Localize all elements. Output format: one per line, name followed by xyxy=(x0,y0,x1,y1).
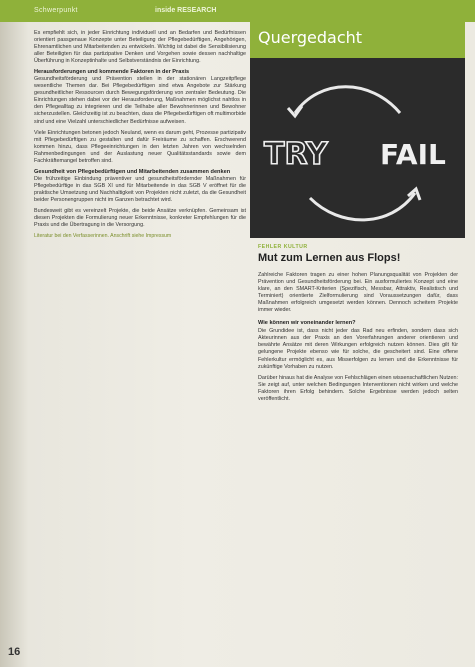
magazine-label: inside RESEARCH xyxy=(155,7,217,14)
quergedacht-box xyxy=(250,22,465,58)
heading-health: Gesundheit von Pflegebedürftigen und Mitarbeitenden zusammen denken xyxy=(34,168,231,175)
try-word: TRY xyxy=(264,137,328,172)
left-column xyxy=(34,30,246,240)
chalkboard-image xyxy=(250,58,465,238)
article-title: Mut zum Lernen aus Flops! xyxy=(258,252,401,264)
article-tag: FEHLER KULTUR xyxy=(258,244,308,250)
intro-paragraph: Es empfiehlt sich, in jeder Einrichtung individuell und an Bedarfen und Bedürfnissen orientiert passgenaue Konzepte unter Beteiligung der Pflegebedürftigen, Angehörigen, Ehrenamtlichen und Mitarbeitenden zu entwickeln. Wichtig ist dabei die Sensibilisierung aller Beteiligten für das partizipative Denken und Vorgehen sowie dessen nachhaltige Überführung in Konzeptinhalte und Selbstverständnis der Einrichtung. xyxy=(34,30,246,65)
paragraph: Bundesweit gibt es vereinzelt Projekte, die beide Ansätze verknüpfen. Gemeinsam ist diesen Projekten die Formulierung neuer Erkenntnisse, konkreter Empfehlungen für die Praxis und die Übertragung in die Versorgung. xyxy=(34,207,246,229)
box-title: Quergedacht xyxy=(258,28,363,47)
heading-learning: Wie können wir voneinander lernen? xyxy=(258,320,356,327)
right-column xyxy=(258,272,458,407)
heading-challenges: Herausforderungen und kommende Faktoren in der Praxis xyxy=(34,69,190,76)
paragraph: Viele Einrichtungen betonen jedoch Neuland, wenn es darum geht, Prozesse partizipativ mit Pflegebedürftigen zu gestalten und dafür Freiräume zu schaffen. Erschwerend kommen hinzu, dass Pflegeeinrichtungen in den letzten Jahren von wechselnden Rahmenbedingungen und der Auslastung neuer Qualitätsstandards sowie dem Fachkräftemangel betroffen sind. xyxy=(34,129,246,164)
header-bar-right xyxy=(250,0,475,22)
chalkboard-drawing xyxy=(250,58,465,238)
page-number: 16 xyxy=(8,646,21,658)
paragraph: Darüber hinaus hat die Analyse von Fehlschlägen einen wissenschaftlichen Nutzen: Sie zeigt auf, unter welchen Bedingungen Interventionen nicht wirken und welche Faktoren ihren Erfolg behindern. Solche Ergebnisse werden jedoch selten veröffentlicht. xyxy=(258,374,458,402)
fail-word: FAIL xyxy=(380,138,446,171)
literature-note: Literatur bei den Verfasserinnen. Anschrift siehe Impressum xyxy=(34,233,172,240)
paragraph: Die Grundidee ist, dass nicht jeder das Rad neu erfinden, sondern dass sich Akteurinnen aus der Praxis an den Vorerfahrungen anderer orientieren und bewährte Ansätze mit deren Wirkungen erfolgreich nutzen können. Dies gilt für gelungene Projekte ebenso wie für solche, die gescheitert sind. Eine offene Fehlerkultur ermöglicht es, aus Misserfolgen zu lernen und die Erkenntnisse für zukünftige Vorhaben zu nutzen. xyxy=(258,328,458,370)
header-bar xyxy=(0,0,250,22)
paragraph: Gesundheitsförderung und Prävention stellen in der stationären Langzeitpflege wesentliche Themen dar. Bei Pflegebedürftigen sind etwa Angebote zur Stärkung gesundheitlicher Ressourcen durch Bewegungsförderung von zentraler Bedeutung. Die Einrichtungen stehen dabei vor der Herausforderung, Maßnahmen möglichst nahtlos in den Pflegealltag zu integrieren und die Teilhabe aller Bewohnerinnen und Bewohner sicherzustellen. Gleichzeitig ist zu beachten, dass die Pflegebedürftigen oft multimorbide sind und eine Vielzahl unterschiedlicher Bedürfnisse aufweisen. xyxy=(34,76,246,125)
paragraph: Zahlreiche Faktoren tragen zu einer hohen Planungsqualität von Projekten der Prävention und Gesundheitsförderung bei. Ein ausformuliertes Konzept und eine klare, an den SMART-Kriterien (Spezifisch, Messbar, Attraktiv, Realistisch und Terminiert) orientierte Zielformulierung sind Voraussetzungen dafür, dass Maßnahmen erfolgreich umgesetzt werden können. Dennoch scheitern Projekte immer wieder. xyxy=(258,272,458,314)
section-label: Schwerpunkt xyxy=(34,7,78,14)
paragraph: Die frühzeitige Einbindung präventiver und gesundheitsfördernder Maßnahmen für Pflegebedürftige in das SGB XI und für Mitarbeitende in das SGB V eröffnet für die praktische Umsetzung und Nachhaltigkeit von Projekten nicht zuletzt, da die Gesundheit beider Personengruppen nicht im Ganzen betrachtet wird. xyxy=(34,175,246,203)
